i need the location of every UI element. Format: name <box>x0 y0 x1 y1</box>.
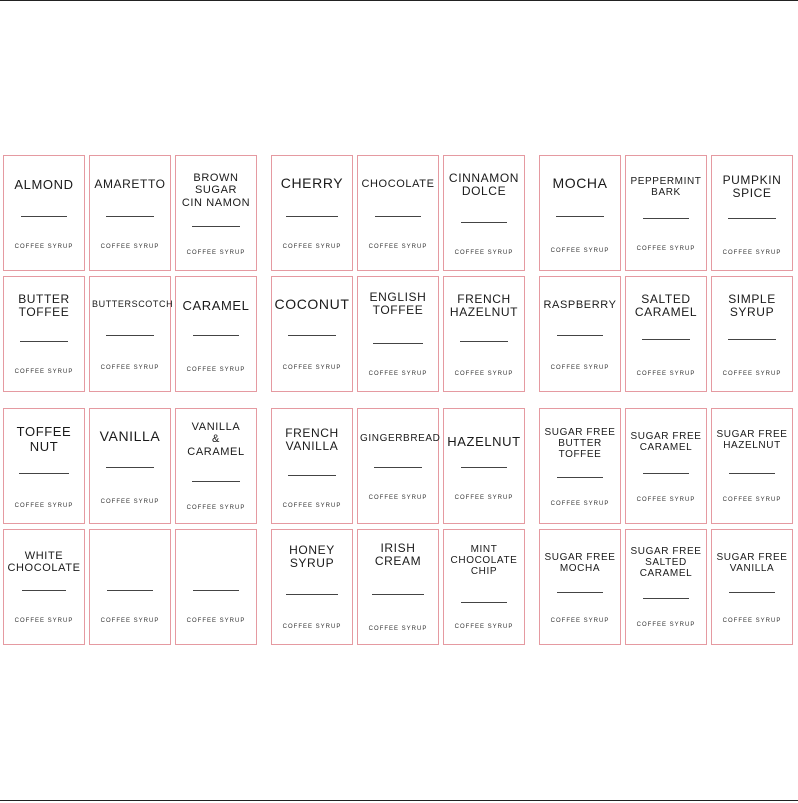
syrup-label <box>625 529 707 645</box>
label-name <box>92 178 168 191</box>
label-name <box>360 542 436 569</box>
write-in-line <box>286 594 338 595</box>
label-name <box>274 176 350 192</box>
label-name <box>6 550 82 575</box>
label-subtitle: COFFEE SYRUP <box>550 618 610 624</box>
label-name <box>542 427 618 461</box>
label-name-line: SUGAR FREE <box>630 431 702 442</box>
label-name-line: PEPPERMINT <box>630 176 702 187</box>
write-in-line <box>19 473 69 474</box>
write-in-line <box>106 467 154 468</box>
syrup-label <box>625 408 707 524</box>
label-name-line: TOFFEE <box>16 424 72 439</box>
label-subtitle: COFFEE SYRUP <box>282 244 342 250</box>
label-name-line: CHOCOLATE <box>7 562 81 575</box>
label-name <box>274 297 350 313</box>
label-name-line: MOCHA <box>559 563 601 575</box>
syrup-label <box>711 155 793 271</box>
write-in-line <box>460 341 508 342</box>
write-in-line <box>643 218 689 219</box>
label-name <box>714 429 790 451</box>
syrup-label <box>443 529 525 645</box>
label-name-line: VANILLA <box>729 563 775 575</box>
label-subtitle: COFFEE SYRUP <box>368 244 428 250</box>
syrup-label <box>711 276 793 392</box>
label-subtitle: COFFEE SYRUP <box>100 499 160 505</box>
syrup-label <box>271 529 353 645</box>
label-name-line: CHERRY <box>280 175 344 191</box>
write-in-line <box>372 594 424 595</box>
label-subtitle: COFFEE SYRUP <box>636 497 696 503</box>
write-in-line <box>22 590 66 591</box>
label-subtitle: COFFEE SYRUP <box>722 497 782 503</box>
label-subtitle: COFFEE SYRUP <box>282 503 342 509</box>
label-name <box>628 293 704 320</box>
write-in-line <box>107 590 153 591</box>
label-name-line: SUGAR <box>194 184 238 197</box>
label-subtitle: COFFEE SYRUP <box>100 618 160 624</box>
label-subtitle: COFFEE SYRUP <box>368 626 428 632</box>
label-name-line: CARAMEL <box>634 305 698 320</box>
syrup-label <box>175 408 257 524</box>
write-in-line <box>728 339 776 340</box>
write-in-line <box>557 477 603 478</box>
syrup-label <box>3 529 85 645</box>
write-in-line <box>557 335 603 336</box>
label-name-line: HAZELNUT <box>447 434 521 449</box>
write-in-line <box>461 467 507 468</box>
label-name-line: HAZELNUT <box>723 440 781 452</box>
label-name-line: SPICE <box>732 186 772 201</box>
write-in-line <box>557 592 603 593</box>
syrup-label <box>357 155 439 271</box>
syrup-label <box>3 276 85 392</box>
label-name <box>360 433 441 444</box>
label-name <box>542 299 618 311</box>
label-subtitle: COFFEE SYRUP <box>636 246 696 252</box>
label-name <box>360 178 436 190</box>
label-name-line: PUMPKIN <box>722 173 782 187</box>
write-in-line <box>461 222 507 223</box>
label-subtitle: COFFEE SYRUP <box>454 250 514 256</box>
label-name <box>446 293 522 320</box>
label-name <box>446 172 522 199</box>
label-name-line: SUGAR FREE <box>630 546 702 557</box>
syrup-label <box>175 276 257 392</box>
label-name-line: ALMOND <box>14 177 74 192</box>
label-name-line: SUGAR FREE <box>544 552 616 563</box>
syrup-label <box>357 408 439 524</box>
label-name-line: HONEY <box>289 543 335 557</box>
syrup-label <box>357 276 439 392</box>
label-subtitle: COFFEE SYRUP <box>14 369 74 375</box>
label-subtitle: COFFEE SYRUP <box>550 248 610 254</box>
write-in-line <box>643 598 689 599</box>
label-subtitle: COFFEE SYRUP <box>186 618 246 624</box>
label-subtitle: COFFEE SYRUP <box>186 250 246 256</box>
label-subtitle: COFFEE SYRUP <box>454 624 514 630</box>
label-subtitle: COFFEE SYRUP <box>550 501 610 507</box>
label-name <box>628 176 704 198</box>
syrup-label <box>271 276 353 392</box>
label-name-line: BUTTER <box>18 292 70 306</box>
label-subtitle: COFFEE SYRUP <box>368 371 428 377</box>
page-bottom-border <box>0 800 798 801</box>
write-in-line <box>374 467 422 468</box>
syrup-label <box>443 276 525 392</box>
label-name-line: FRENCH <box>285 426 339 440</box>
write-in-line <box>729 473 775 474</box>
label-name-line: & <box>212 433 220 446</box>
syrup-label <box>89 276 174 392</box>
label-name-line: CARAMEL <box>187 445 245 458</box>
label-name-line: BARK <box>651 187 681 199</box>
label-name <box>714 293 790 320</box>
write-in-line <box>106 216 154 217</box>
syrup-label <box>625 155 707 271</box>
label-name <box>6 178 82 193</box>
syrup-label <box>175 529 257 645</box>
label-subtitle: COFFEE SYRUP <box>100 244 160 250</box>
label-name <box>628 431 704 453</box>
syrup-label <box>443 155 525 271</box>
label-name-line: VANILLA <box>285 439 339 454</box>
write-in-line <box>729 592 775 593</box>
label-name-line: NUT <box>29 438 59 454</box>
label-subtitle: COFFEE SYRUP <box>722 371 782 377</box>
label-name-line: CARAMEL <box>639 568 693 580</box>
label-subtitle: COFFEE SYRUP <box>14 244 74 250</box>
label-subtitle: COFFEE SYRUP <box>100 365 160 371</box>
syrup-label <box>625 276 707 392</box>
label-name-line: SUGAR FREE <box>716 429 788 440</box>
write-in-line <box>643 473 689 474</box>
label-subtitle: COFFEE SYRUP <box>368 495 428 501</box>
label-name-line: CARAMEL <box>639 442 693 454</box>
label-name <box>360 291 436 318</box>
syrup-label <box>271 155 353 271</box>
label-subtitle: COFFEE SYRUP <box>282 624 342 630</box>
label-name-line: TOFFEE <box>18 305 70 320</box>
label-name-line: VANILLA <box>191 421 241 433</box>
write-in-line <box>106 335 154 336</box>
label-subtitle: COFFEE SYRUP <box>14 618 74 624</box>
label-name-line: IRISH <box>380 541 416 555</box>
write-in-line <box>728 218 776 219</box>
label-name-line: SUGAR FREE <box>716 552 788 563</box>
syrup-label <box>3 408 85 524</box>
syrup-label <box>3 155 85 271</box>
write-in-line <box>193 335 239 336</box>
write-in-line <box>556 216 604 217</box>
label-subtitle: COFFEE SYRUP <box>722 250 782 256</box>
label-name-line: MOCHA <box>552 175 608 191</box>
syrup-label <box>89 408 171 524</box>
label-subtitle: COFFEE SYRUP <box>282 365 342 371</box>
label-name-line: MINT <box>470 544 498 555</box>
syrup-label <box>89 155 171 271</box>
label-name <box>6 425 82 454</box>
write-in-line <box>20 341 68 342</box>
label-name-line: CIN NAMON <box>181 196 251 209</box>
write-in-line <box>642 339 690 340</box>
label-name-line: CHIP <box>470 566 498 578</box>
write-in-line <box>192 481 240 482</box>
label-name-line: SALTED <box>645 557 687 569</box>
syrup-label <box>89 529 171 645</box>
label-name-line: CARAMEL <box>182 298 250 313</box>
label-name <box>628 546 704 580</box>
syrup-label <box>711 529 793 645</box>
label-name <box>92 429 168 445</box>
label-subtitle: COFFEE SYRUP <box>14 503 74 509</box>
label-subtitle: COFFEE SYRUP <box>550 365 610 371</box>
label-subtitle: COFFEE SYRUP <box>186 505 246 511</box>
label-name <box>714 174 790 201</box>
write-in-line <box>461 602 507 603</box>
label-name-line: WHITE <box>24 550 64 562</box>
label-name-line: BUTTER <box>558 438 602 450</box>
label-name-line: FRENCH <box>457 292 511 306</box>
label-name <box>178 421 254 458</box>
label-name-line: TOFFEE <box>558 449 602 461</box>
label-name-line: CINNAMON <box>448 171 520 185</box>
label-subtitle: COFFEE SYRUP <box>454 495 514 501</box>
label-name <box>446 435 522 450</box>
label-name <box>714 552 790 574</box>
label-name <box>274 544 350 571</box>
label-name-line: CHOCOLATE <box>361 178 435 190</box>
label-name-line: DOLCE <box>461 184 507 199</box>
label-name-line: BROWN <box>193 172 239 184</box>
label-name-line: SUGAR FREE <box>544 427 616 438</box>
syrup-label <box>443 408 525 524</box>
write-in-line <box>193 590 239 591</box>
label-subtitle: COFFEE SYRUP <box>454 371 514 377</box>
label-name-line: GINGERBREAD <box>360 433 441 444</box>
label-subtitle: COFFEE SYRUP <box>636 622 696 628</box>
syrup-label <box>357 529 439 645</box>
write-in-line <box>192 226 240 227</box>
write-in-line <box>373 343 423 344</box>
write-in-line <box>286 216 338 217</box>
label-name <box>178 299 254 314</box>
label-name-line: BUTTERSCOTCH <box>92 299 174 309</box>
syrup-label <box>539 276 621 392</box>
syrup-label <box>539 155 621 271</box>
label-name-line: RASPBERRY <box>543 299 617 311</box>
syrup-label <box>271 408 353 524</box>
label-name <box>274 427 350 454</box>
label-name <box>542 552 618 574</box>
label-subtitle: COFFEE SYRUP <box>722 618 782 624</box>
syrup-label <box>539 408 621 524</box>
label-name <box>92 299 174 309</box>
label-name-line: AMARETTO <box>94 177 166 191</box>
label-name-line: SIMPLE <box>728 292 776 306</box>
syrup-label <box>539 529 621 645</box>
label-name-line: SALTED <box>641 292 691 306</box>
label-name-line: CREAM <box>374 554 422 569</box>
label-name-line: ENGLISH <box>369 290 427 304</box>
write-in-line <box>21 216 67 217</box>
label-name <box>6 293 82 320</box>
label-name-line: TOFFEE <box>372 303 424 318</box>
label-name <box>446 544 522 578</box>
label-name-line: COCONUT <box>274 296 350 312</box>
syrup-label <box>711 408 793 524</box>
write-in-line <box>288 335 336 336</box>
label-name-line: HAZELNUT <box>449 305 519 320</box>
label-name <box>542 176 618 192</box>
syrup-label <box>175 155 257 271</box>
label-name-line: CHOCOLATE <box>450 555 518 567</box>
label-name <box>178 172 254 209</box>
label-name-line: SYRUP <box>729 305 775 320</box>
label-name-line: VANILLA <box>99 428 161 444</box>
label-subtitle: COFFEE SYRUP <box>186 367 246 373</box>
label-name-line: SYRUP <box>289 556 335 571</box>
write-in-line <box>375 216 421 217</box>
label-subtitle: COFFEE SYRUP <box>636 371 696 377</box>
page-top-border <box>0 0 798 1</box>
write-in-line <box>288 475 336 476</box>
